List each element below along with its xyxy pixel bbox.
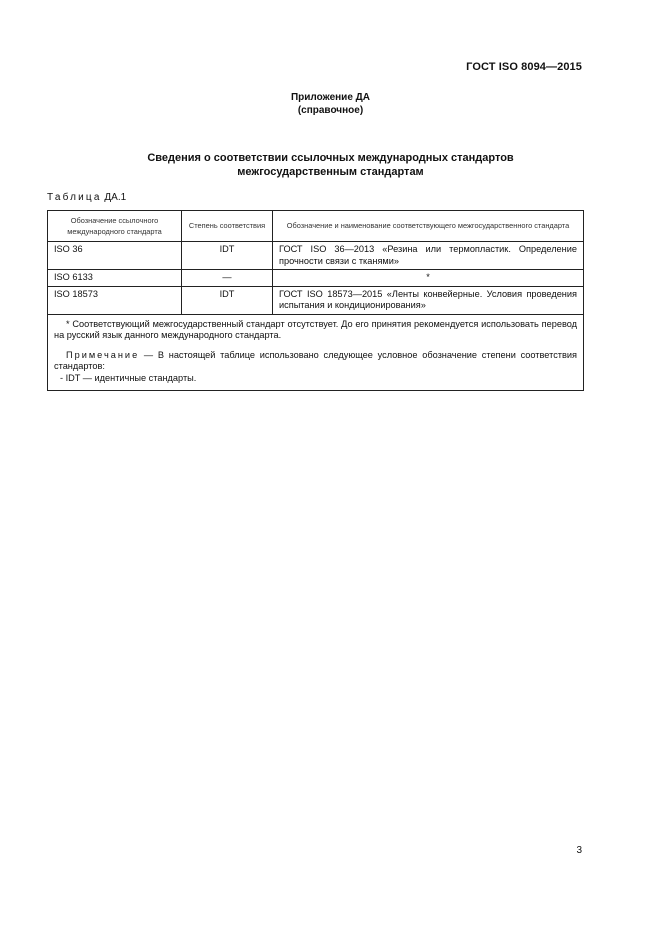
cell-degree: IDT	[182, 286, 273, 314]
cell-intl-standard: ISO 6133	[48, 270, 182, 287]
table-row	[48, 270, 584, 287]
cell-gost-standard: ГОСТ ISO 36—2013 «Резина или термопластик. Определение прочности связи с тканями»	[273, 242, 584, 270]
cell-intl-standard: ISO 36	[48, 242, 182, 270]
table-row	[48, 286, 584, 314]
annex-title: Приложение ДА	[290, 92, 371, 103]
table-notes-row	[48, 314, 584, 391]
note-text: — В настоящей таблице использовано следующее условное обозначение степени соответствия стандартов:	[54, 349, 577, 371]
header-gost-standard: Обозначение и наименование соответствующего межгосударственного стандарта	[273, 211, 584, 242]
correspondence-table	[47, 210, 584, 391]
header-degree: Степень соответствия	[182, 211, 273, 242]
document-code: ГОСТ ISO 8094—2015	[466, 61, 582, 73]
page-number: 3	[576, 845, 582, 856]
table-caption-id: ДА.1	[104, 192, 127, 203]
header-intl-standard: Обозначение ссылочного международного стандарта	[48, 211, 182, 242]
section-title-line-1: Сведения о соответствии ссылочных международных стандартов	[147, 152, 514, 164]
table-caption	[47, 192, 126, 203]
table-footnote: * Соответствующий межгосударственный стандарт отсутствует. До его принятия рекомендуется использовать перевод на русский язык данного международного стандарта.	[54, 318, 577, 340]
note-list-item: - IDT — идентичные стандарты.	[60, 372, 197, 383]
table-header-row	[48, 211, 584, 242]
cell-gost-standard: *	[273, 270, 584, 287]
annex-subtitle: (справочное)	[297, 105, 364, 116]
cell-gost-standard: ГОСТ ISO 18573—2015 «Ленты конвейерные. Условия проведения испытания и кондиционирования»	[273, 286, 584, 314]
cell-intl-standard: ISO 18573	[48, 286, 182, 314]
section-title	[0, 151, 661, 179]
note-label: Примечание	[66, 349, 140, 360]
table-note	[54, 350, 577, 373]
annex-heading	[0, 91, 661, 117]
section-title-line-2: межгосударственным стандартам	[237, 166, 424, 178]
cell-degree: IDT	[182, 242, 273, 270]
cell-degree: —	[182, 270, 273, 287]
table-row	[48, 242, 584, 270]
table-caption-word: Таблица	[47, 192, 102, 203]
table-notes	[48, 314, 584, 391]
